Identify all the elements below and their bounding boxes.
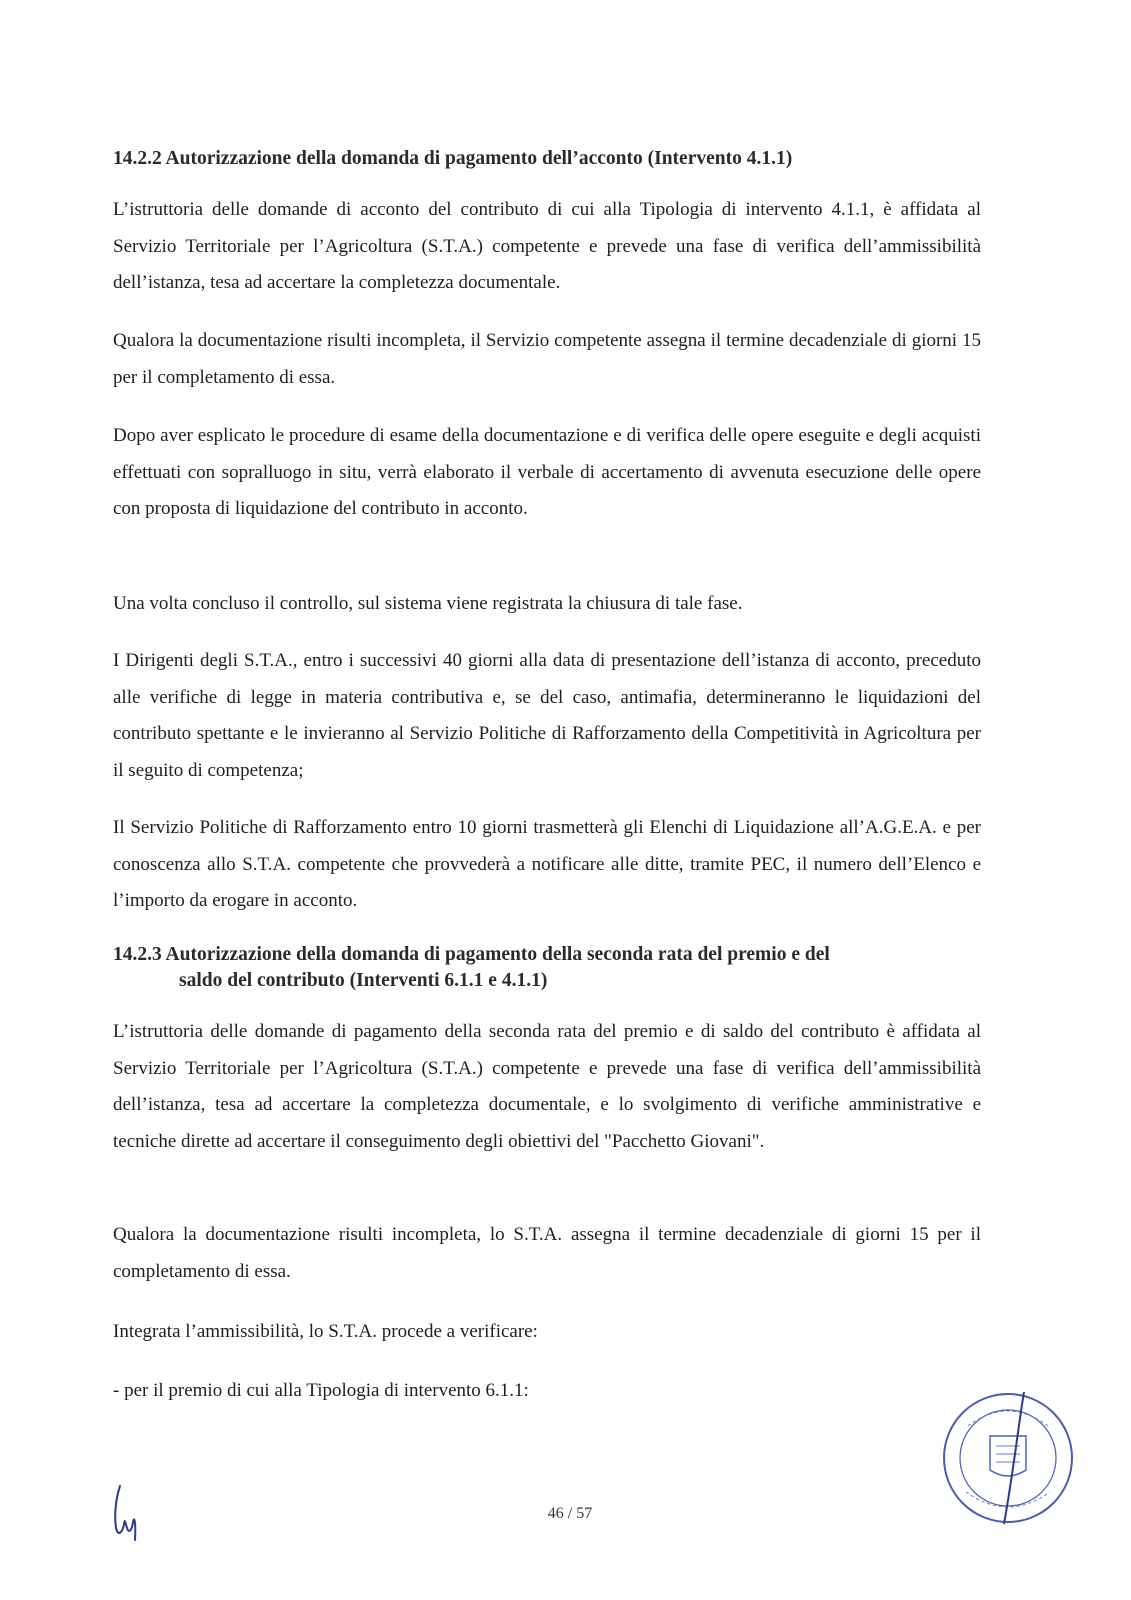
paragraph: Integrata l’ammissibilità, lo S.T.A. procede a verificare: [113, 1321, 538, 1342]
paragraph: L’istruttoria delle domande di pagamento della seconda rata del premio e di saldo del contributo è affidata al Servizio Territoriale per l’Agricoltura (S.T.A.) competente e prevede una fase di verifica dell’ammissibilità dell’istanza, tesa ad accertare la completezza documentale, e lo svolgimento di verifiche amministrative e tecniche dirette ad accertare il conseguimento degli obiettivi del "Pacchetto Giovani". [113, 1021, 981, 1152]
signature-icon [110, 1484, 146, 1542]
paragraph: Il Servizio Politiche di Rafforzamento entro 10 giorni trasmetterà gli Elenchi di Liquidazione all’A.G.E.A. e per conoscenza allo S.T.A. competente che provvederà a notificare alle ditte, tramite PEC, il numero dell’Elenco e l’importo da erogare in acconto. [113, 817, 981, 911]
list-item: - per il premio di cui alla Tipologia di intervento 6.1.1: [113, 1380, 529, 1401]
heading-line: 14.2.3 Autorizzazione della domanda di pagamento della seconda rata del premio e del [113, 944, 830, 965]
paragraph: L’istruttoria delle domande di acconto del contributo di cui alla Tipologia di intervento 4.1.1, è affidata al Servizio Territoriale per l’Agricoltura (S.T.A.) competente e prevede una fase di verifica dell’ammissibilità dell’istanza, tesa ad accertare la completezza documentale. [113, 199, 981, 293]
paragraph: I Dirigenti degli S.T.A., entro i successivi 40 giorni alla data di presentazione dell’istanza di acconto, preceduto alle verifiche di legge in materia contributiva e, se del caso, antimafia, determineranno le liquidazioni del contributo spettante e le invieranno al Servizio Politiche di Rafforzamento della Competitività in Agricoltura per il seguito di competenza; [113, 650, 981, 781]
stamp-icon [938, 1388, 1078, 1528]
heading-line: saldo del contributo (Interventi 6.1.1 e 4.1.1) [179, 970, 548, 991]
paragraph: Qualora la documentazione risulti incompleta, lo S.T.A. assegna il termine decadenziale di giorni 15 per il completamento di essa. [113, 1224, 981, 1282]
section-heading-14-2-2: 14.2.2 Autorizzazione della domanda di pagamento dell’acconto (Intervento 4.1.1) [113, 148, 793, 169]
section-heading-14-2-3 [113, 942, 993, 994]
paragraph: Una volta concluso il controllo, sul sistema viene registrata la chiusura di tale fase. [113, 593, 743, 614]
paragraph: Dopo aver esplicato le procedure di esame della documentazione e di verifica delle opere eseguite e degli acquisti effettuati con sopralluogo in situ, verrà elaborato il verbale di accertamento di avvenuta esecuzione delle opere con proposta di liquidazione del contributo in acconto. [113, 425, 981, 519]
page-number: 46 / 57 [547, 1505, 593, 1522]
paragraph: Qualora la documentazione risulti incompleta, il Servizio competente assegna il termine decadenziale di giorni 15 per il completamento di essa. [113, 330, 981, 388]
